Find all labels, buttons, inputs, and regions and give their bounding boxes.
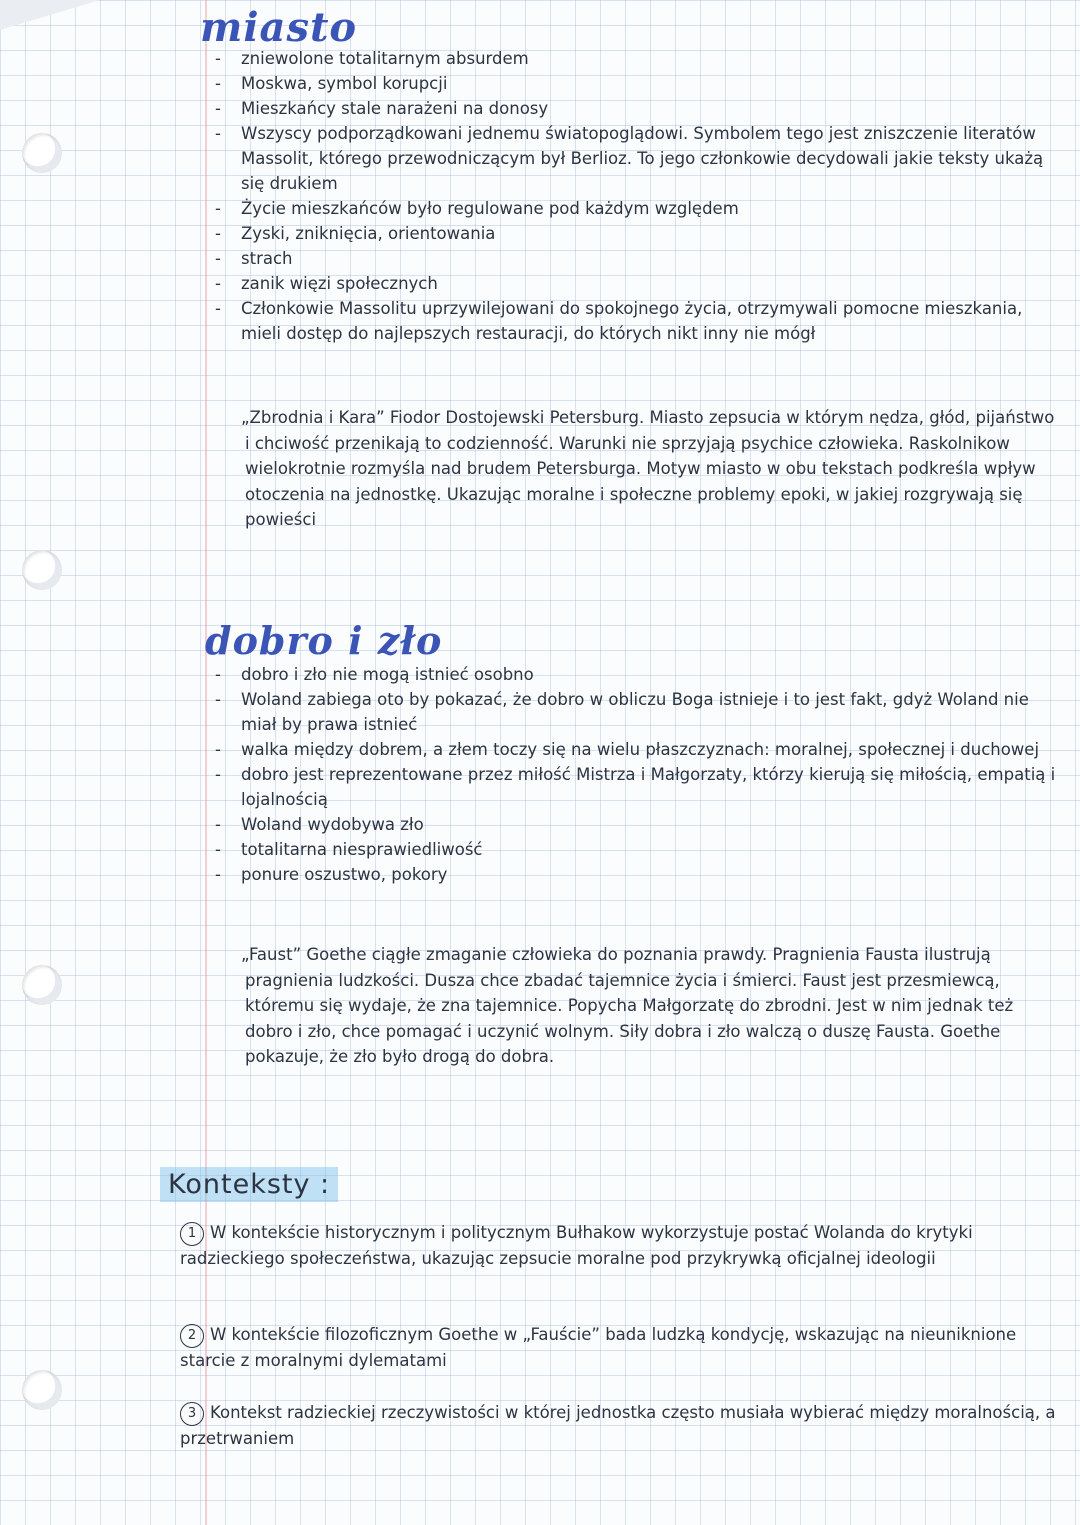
dobro-list xyxy=(205,662,1060,887)
miasto-list xyxy=(205,46,1060,346)
context-text: Kontekst radzieckiej rzeczywistości w której jednostka często musiała wybierać między moralnością, a przetrwaniem xyxy=(180,1403,1056,1448)
list-item: - Zyski, zniknięcia, orientowania xyxy=(205,221,1060,246)
context-text: W kontekście filozoficznym Goethe w „Fauście” bada ludzką kondycję, wskazując na nieuniknione starcie z moralnymi dylematami xyxy=(180,1325,1017,1370)
list-item: - Woland zabiega oto by pokazać, że dobro w obliczu Boga istnieje i to jest fakt, gdyż Woland nie miał by prawa istnieć xyxy=(205,687,1060,737)
list-item: - Członkowie Massolitu uprzywilejowani do spokojnego życia, otrzymywali pomocne mieszkania, mieli dostęp do najlepszych restauracji, do których nikt inny nie mógł xyxy=(205,296,1060,346)
list-item: - Moskwa, symbol korupcji xyxy=(205,71,1060,96)
list-item: - dobro jest reprezentowane przez miłość Mistrza i Małgorzaty, którzy kierują się miłością, empatią i lojalnością xyxy=(205,762,1060,812)
binder-hole xyxy=(22,1370,62,1410)
binder-hole xyxy=(22,133,62,173)
dobro-example-block xyxy=(205,942,1060,1070)
binder-hole xyxy=(22,965,62,1005)
miasto-list-block xyxy=(205,46,1060,346)
list-item: - strach xyxy=(205,246,1060,271)
list-item: - walka między dobrem, a złem toczy się na wielu płaszczyznach: moralnej, społecznej i duchowej xyxy=(205,737,1060,762)
list-item: - Życie mieszkańców było regulowane pod każdym względem xyxy=(205,196,1060,221)
list-item: - dobro i zło nie mogą istnieć osobno xyxy=(205,662,1060,687)
heading-konteksty: Konteksty : xyxy=(160,1167,338,1202)
list-item: - Wszyscy podporządkowani jednemu światopoglądowi. Symbolem tego jest zniszczenie literatów Massolit, którego przewodniczącym był Berlioz. To jego członkowie decydowali jakie teksty ukażą się drukiem xyxy=(205,121,1060,196)
page-fold xyxy=(0,0,100,30)
miasto-example-block xyxy=(205,405,1060,533)
list-item: - Woland wydobywa zło xyxy=(205,812,1060,837)
literary-example-zbrodnia-i-kara: „Zbrodnia i Kara” Fiodor Dostojewski Petersburg. Miasto zepsucia w którym nędza, głód, pijaństwo i chciwość przenikają to codzienność. Warunki nie sprzyjają psychice człowieka. Raskolnikow wielokrotnie rozmyśla nad brudem Petersburga. Motyw miasto w obu tekstach podkreśla wpływ otoczenia na jednostkę. Ukazując moralne i społeczne problemy epoki, w jakiej rozgrywają się powieści xyxy=(241,408,1055,529)
number-circle: 1 xyxy=(180,1222,204,1246)
context-text: W kontekście historycznym i politycznym Bułhakow wykorzystuje postać Wolanda do krytyki radzieckiego społeczeństwa, ukazując zepsucie moralne pod przykrywką oficjalnej ideologii xyxy=(180,1223,973,1268)
literary-example-faust: „Faust” Goethe ciągłe zmaganie człowieka do poznania prawdy. Pragnienia Fausta ilustrują pragnienia ludzkości. Dusza chce zbadać tajemnice życia i śmierci. Faust jest przesmiewcą, któremu się wydaje, że zna tajemnice. Popycha Małgorzatę do zbrodni. Jest w nim jednak też dobro i zło, chce pomagać i uczynić wolnym. Siły dobra i zło walczą o duszę Fausta. Goethe pokazuje, że zło było drogą do dobra. xyxy=(241,945,1014,1066)
number-circle: 3 xyxy=(180,1402,204,1426)
context-item xyxy=(180,1220,1060,1271)
list-item: - zanik więzi społecznych xyxy=(205,271,1060,296)
context-item xyxy=(180,1400,1060,1451)
heading-miasto: miasto xyxy=(200,4,358,51)
list-item: - ponure oszustwo, pokory xyxy=(205,862,1060,887)
context-item xyxy=(180,1322,1060,1373)
number-circle: 2 xyxy=(180,1324,204,1348)
dobro-list-block xyxy=(205,662,1060,887)
binder-hole xyxy=(22,550,62,590)
list-item: - Mieszkańcy stale narażeni na donosy xyxy=(205,96,1060,121)
list-item: - totalitarna niesprawiedliwość xyxy=(205,837,1060,862)
heading-dobro-i-zlo: dobro i zło xyxy=(205,618,443,663)
list-item: - zniewolone totalitarnym absurdem xyxy=(205,46,1060,71)
